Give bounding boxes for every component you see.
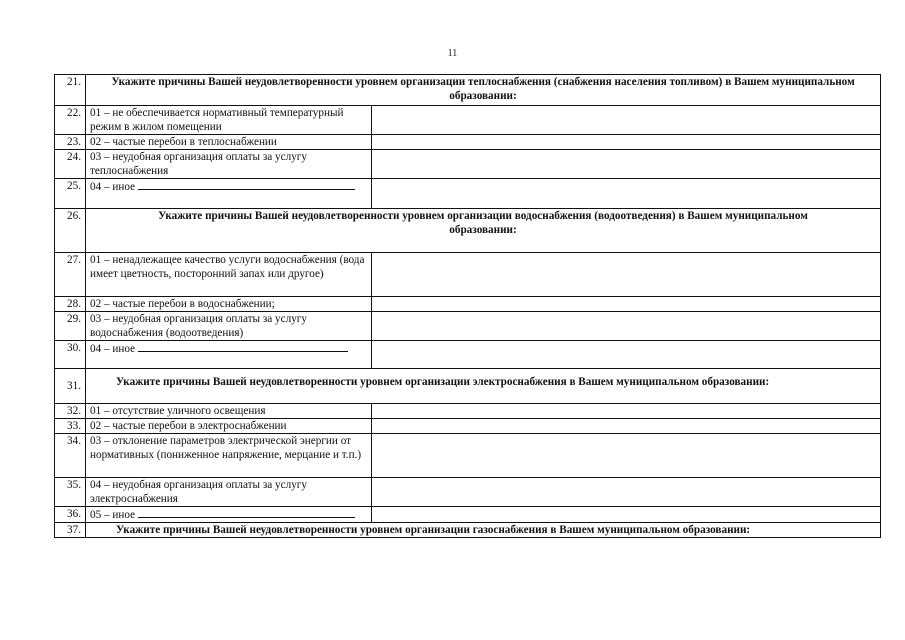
answer-cell[interactable]: [372, 150, 881, 179]
row-number: 36.: [55, 507, 86, 523]
answer-cell[interactable]: [372, 106, 881, 135]
table-row: [55, 75, 881, 106]
table-row: [55, 179, 881, 209]
option-label: 05 – иное: [90, 509, 136, 521]
row-number: 37.: [55, 523, 86, 538]
answer-cell[interactable]: [372, 179, 881, 209]
question-heading: Укажите причины Вашей неудовлетворенности уровнем организации теплоснабжения (снабжения населения топливом) в Вашем муниципальном образовании:: [86, 75, 881, 106]
table-row: [55, 150, 881, 179]
answer-cell[interactable]: [372, 341, 881, 369]
answer-cell[interactable]: [372, 434, 881, 478]
row-number: 22.: [55, 106, 86, 135]
option-other: [86, 341, 372, 369]
option-label: 03 – неудобная организация оплаты за услугу теплоснабжения: [86, 150, 372, 179]
answer-cell[interactable]: [372, 404, 881, 419]
fill-in-line[interactable]: [138, 179, 355, 190]
row-number: 29.: [55, 312, 86, 341]
answer-cell[interactable]: [372, 419, 881, 434]
row-number: 24.: [55, 150, 86, 179]
option-label: 01 – отсутствие уличного освещения: [86, 404, 372, 419]
option-label: 01 – не обеспечивается нормативный температурный режим в жилом помещении: [86, 106, 372, 135]
option-other: [86, 507, 372, 523]
answer-cell[interactable]: [372, 312, 881, 341]
question-heading: Укажите причины Вашей неудовлетворенности уровнем организации электроснабжения в Вашем муниципальном образовании:: [86, 369, 881, 404]
answer-cell[interactable]: [372, 135, 881, 150]
option-label: 03 – отклонение параметров электрической энергии от нормативных (пониженное напряжение, мерцание и т.п.): [86, 434, 372, 478]
table-row: [55, 369, 881, 404]
option-label: 03 – неудобная организация оплаты за услугу водоснабжения (водоотведения): [86, 312, 372, 341]
option-label: 01 – ненадлежащее качество услуги водоснабжения (вода имеет цветность, посторонний запах или другое): [86, 253, 372, 297]
row-number: 30.: [55, 341, 86, 369]
option-label: 04 – иное: [90, 181, 136, 193]
row-number: 23.: [55, 135, 86, 150]
table-row: [55, 507, 881, 523]
table-row: [55, 478, 881, 507]
table-row: [55, 297, 881, 312]
table-row: [55, 106, 881, 135]
option-label: 02 – частые перебои в электроснабжении: [86, 419, 372, 434]
option-other: [86, 179, 372, 209]
question-heading: Укажите причины Вашей неудовлетворенности уровнем организации газоснабжения в Вашем муниципальном образовании:: [86, 523, 881, 538]
table-row: [55, 523, 881, 538]
answer-cell[interactable]: [372, 253, 881, 297]
row-number: 33.: [55, 419, 86, 434]
page-number: 11: [447, 48, 458, 59]
row-number: 27.: [55, 253, 86, 297]
table-row: [55, 404, 881, 419]
table-row: [55, 209, 881, 253]
table-row: [55, 419, 881, 434]
table-row: [55, 434, 881, 478]
answer-cell[interactable]: [372, 507, 881, 523]
table-row: [55, 341, 881, 369]
option-label: 02 – частые перебои в теплоснабжении: [86, 135, 372, 150]
answer-cell[interactable]: [372, 478, 881, 507]
row-number: 35.: [55, 478, 86, 507]
row-number: 26.: [55, 209, 86, 253]
table-row: [55, 253, 881, 297]
row-number: 21.: [55, 75, 86, 106]
survey-table: [54, 74, 881, 538]
fill-in-line[interactable]: [138, 341, 348, 352]
answer-cell[interactable]: [372, 297, 881, 312]
row-number: 25.: [55, 179, 86, 209]
option-label: 02 – частые перебои в водоснабжении;: [86, 297, 372, 312]
row-number: 31.: [55, 369, 86, 404]
row-number: 34.: [55, 434, 86, 478]
fill-in-line[interactable]: [138, 507, 355, 518]
row-number: 32.: [55, 404, 86, 419]
question-heading: Укажите причины Вашей неудовлетворенности уровнем организации водоснабжения (водоотведения) в Вашем муниципальном образовании:: [86, 209, 881, 253]
table-row: [55, 135, 881, 150]
option-label: 04 – иное: [90, 343, 136, 355]
table-row: [55, 312, 881, 341]
option-label: 04 – неудобная организация оплаты за услугу электроснабжения: [86, 478, 372, 507]
row-number: 28.: [55, 297, 86, 312]
